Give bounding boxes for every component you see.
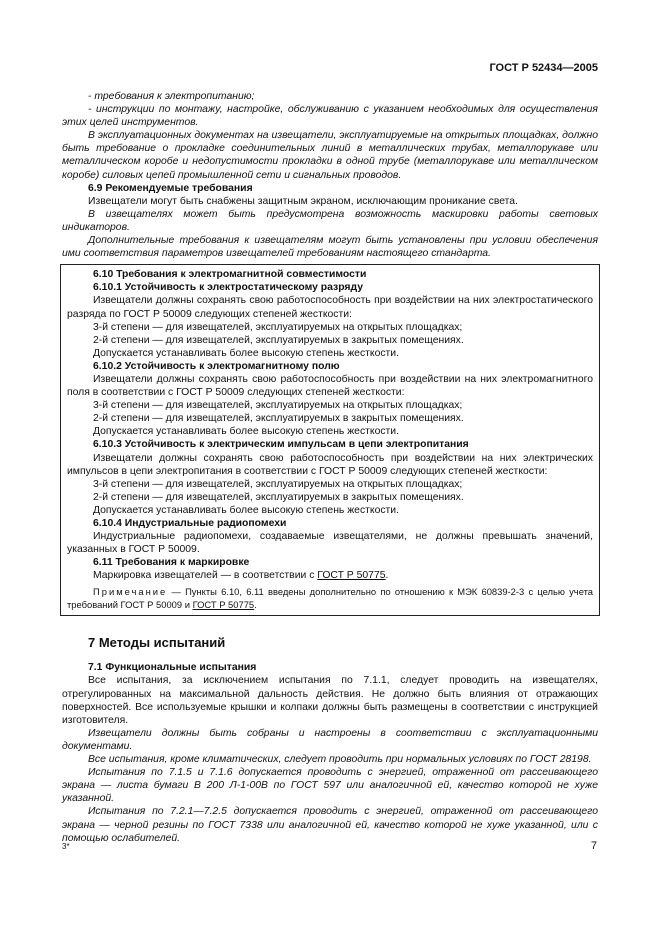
note-label: Примечание — [93, 586, 168, 598]
text-line: Допускается устанавливать более высокую степень жесткости. — [93, 426, 400, 438]
text-fragment: . — [254, 598, 257, 610]
section-heading-6-10-1: 6.10.1 Устойчивость к электростатическому разряду — [93, 282, 363, 294]
page-number: 7 — [590, 840, 597, 852]
text-line: Все испытания, кроме климатических, следует проводить при нормальных условиях по ГОСТ 28198. — [88, 754, 592, 766]
text-line: Извещатели должны сохранять свою работоспособность при воздействии на них электрических импульсов в цепи электропитания в соответствии с ГОСТ Р 50009 следующих степеней жесткости: — [67, 452, 593, 477]
text-line: Дополнительные требования к извещателям могут быть установлены при условии обеспечения ими соответствия параметров извещателей требованиям настоящего стандарта. — [62, 235, 598, 260]
text-line: 2-й степени — для извещателей, эксплуатируемых в закрытых помещениях. — [93, 491, 464, 503]
text-line: Все испытания, за исключением испытания по 7.1.1, следует проводить на извещателях, отрегулированных на максимальной дальность действия. Не должно быть влияния от отражающих поверхностей. Все используемые крышки и колпаки должны быть размещены в соответствии с инструкцией изготовителя. — [62, 675, 598, 726]
text-fragment: . — [385, 570, 389, 582]
text-line: Испытания по 7.1.5 и 7.1.6 допускается проводить с энергией, отраженной от рассеивающего экрана — листа бумаги В 200 Л-1-00В по ГОСТ 597 или аналогичной ей, качество которой не хуже указанной. — [62, 767, 598, 805]
framed-amendment-box — [60, 264, 600, 616]
standard-code-header: ГОСТ Р 52434—2005 — [489, 62, 598, 74]
section-heading-6-10-3: 6.10.3 Устойчивость к электрическим импульсам в цепи электропитания — [93, 439, 469, 451]
text-line: Извещатели должны сохранять свою работоспособность при воздействии на них электромагнитного поля в соответствии с ГОСТ Р 50009 следующих степеней жесткости: — [67, 373, 593, 399]
text-line: 2-й степени — для извещателей, эксплуатируемых в закрытых помещениях. — [93, 334, 464, 346]
section-heading-6-9: 6.9 Рекомендуемые требования — [88, 182, 253, 194]
text-line: 3-й степени — для извещателей, эксплуатируемых на открытых площадках; — [93, 478, 463, 490]
text-line: В извещателях может быть предусмотрена возможность маскировки работы световых индикаторов. — [62, 208, 598, 233]
text-line: Индустриальные радиопомехи, создаваемые извещателями, не должны превышать значений, указанных в ГОСТ Р 50009. — [67, 531, 593, 556]
text-line: В эксплуатационных документах на извещатели, эксплуатируемые на открытых площадках, должно быть требование о прокладке соединительных линий в металлических трубах, металлорукаве или металлическом коробе и недопустимости прокладки в одной трубе (металлорукаве или металлическом коробе) силовых цепей промышленной сети и сигнальных проводов. — [62, 130, 598, 181]
note — [67, 586, 593, 611]
section-heading-6-10-4: 6.10.4 Индустриальные радиопомехи — [93, 518, 287, 529]
text-fragment: Маркировка извещателей — в соответствии с — [93, 570, 318, 582]
text-line: 3-й степени — для извещателей, эксплуатируемых на открытых площадках; — [93, 400, 463, 412]
text-line: 2-й степени — для извещателей, эксплуатируемых в закрытых помещениях. — [93, 413, 464, 425]
text-line: - требования к электропитанию; — [88, 91, 255, 102]
section-heading-6-10-2: 6.10.2 Устойчивость к электромагнитному полю — [93, 360, 340, 372]
text-line: Извещатели должны быть собраны и настроены в соответствии с эксплуатационными документами. — [62, 727, 598, 752]
text-line: Допускается устанавливать более высокую степень жесткости. — [93, 504, 400, 516]
page-content — [62, 90, 598, 845]
text-line: Извещатели могут быть снабжены защитным экраном, исключающим проникание света. — [88, 195, 518, 207]
section-heading-7-1: 7.1 Функциональные испытания — [88, 662, 257, 674]
text-line — [67, 569, 593, 582]
section-heading-6-10: 6.10 Требования к электромагнитной совместимости — [93, 269, 367, 281]
text-line: Испытания по 7.2.1—7.2.5 допускается проводить с энергией, отраженной от рассеивающего экрана — черной резины по ГОСТ 7338 или аналогичной ей, качество которой не хуже указанной, или с помощью ослабителей. — [62, 806, 598, 844]
text-line: 3-й степени — для извещателей, эксплуатируемых на открытых площадках; — [93, 321, 463, 333]
standard-reference-link: ГОСТ Р 50775 — [317, 570, 386, 582]
note-text: — Пункты 6.10, 6.11 введены дополнительно по отношению к МЭК 60839-2-3 с целью учета требований ГОСТ Р 50009 и — [67, 586, 593, 610]
sheet-mark: 3* — [62, 842, 70, 851]
standard-reference-link: ГОСТ Р 50775 — [192, 598, 255, 610]
text-line: Извещатели должны сохранять свою работоспособность при воздействии на них электростатического разряда по ГОСТ Р 50009 следующих степеней жесткости: — [67, 295, 593, 320]
section-title-7: 7 Методы испытаний — [88, 635, 226, 651]
section-heading-6-11: 6.11 Требования к маркировке — [93, 557, 250, 569]
text-line: - инструкции по монтажу, настройке, обслуживанию с указанием необходимых для осуществления этих целей инструментов. — [62, 104, 598, 129]
text-line: Допускается устанавливать более высокую степень жесткости. — [93, 347, 400, 359]
